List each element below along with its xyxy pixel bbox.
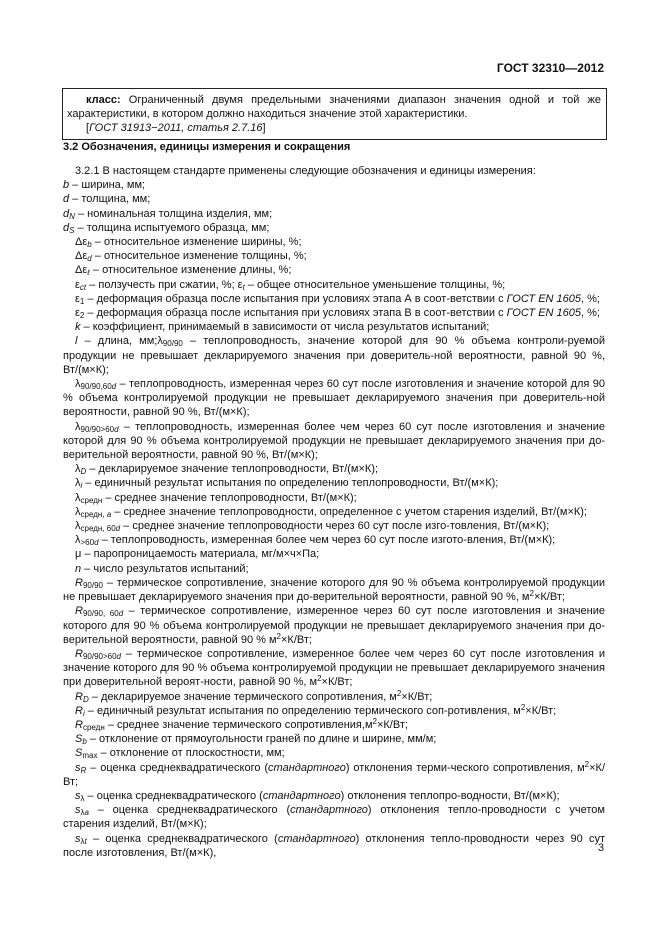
item-index: >60 (80, 538, 95, 548)
item-text: , %; (581, 307, 600, 320)
item-index: λ (80, 836, 85, 846)
symbol-items (63, 178, 605, 860)
symbol-definition-item (63, 420, 605, 463)
item-index: d (118, 609, 124, 619)
item-text: ×К/Вт; (401, 690, 433, 703)
item-index: λ (80, 793, 85, 803)
item-text: – теплопроводность, измеренная более чем через 60 сут после изгото-вления, Вт/(м×К); (98, 534, 556, 547)
item-text: Δε (75, 264, 88, 277)
item-text: ×К/Вт; (525, 704, 557, 717)
item-text: – относительное изменение длины, %; (89, 264, 292, 277)
item-index: D (80, 467, 87, 477)
symbols-list (63, 162, 605, 860)
item-symbol: R (75, 605, 83, 618)
item-index: t (242, 282, 245, 292)
item-index: d (94, 538, 99, 548)
item-symbol: R (75, 690, 83, 703)
item-text: Δε (75, 250, 88, 263)
item-index: средн, (80, 509, 107, 519)
symbol-definition-item (63, 278, 605, 292)
item-text: – ширина, мм; (69, 179, 146, 192)
item-symbol: l (75, 335, 78, 348)
item-index: 90/90, 60 (82, 609, 119, 619)
item-text: ε (75, 278, 80, 291)
item-index: 90/90 (162, 339, 183, 349)
item-index: a (106, 509, 112, 519)
item-symbol: ГОСТ EN 1605 (506, 292, 582, 305)
item-index: средн, 60 (80, 524, 116, 534)
item-text: – декларируемое значение теплопроводности, Вт/(м×К); (86, 463, 379, 476)
item-index: 1 (79, 296, 85, 306)
item-symbol: b (63, 179, 70, 192)
item-text: – оценка среднеквадратического ( (86, 832, 278, 845)
symbol-definition-item (63, 320, 605, 334)
definition-reference (67, 121, 601, 135)
item-symbol: стандартного (262, 789, 341, 802)
symbol-definition-item (63, 249, 605, 263)
item-text: – термическое сопротивление, измеренное более чем через 60 сут после изготовления и значение которого для 90 % объема контролируемой продукции не превышает декларируемого значения при доверительной вероят-ности, равной 90 %, м (63, 647, 605, 689)
symbol-definition-item (63, 377, 605, 420)
symbol-definition-item (63, 519, 605, 533)
page-number: 3 (597, 842, 604, 854)
symbol-definition-item (63, 746, 605, 760)
item-text: – единичный результат испытания по определению теплопроводности, Вт/(м×К); (82, 477, 499, 490)
item-text: λ (75, 520, 81, 533)
item-index: 2 (79, 311, 85, 321)
item-text: – оценка среднеквадратического ( (88, 804, 291, 817)
item-symbol: k (75, 321, 81, 334)
item-text: ×К/Вт; (533, 591, 565, 604)
symbol-definition-item (63, 803, 605, 831)
item-index: b (82, 737, 87, 747)
item-symbol: d (63, 221, 70, 234)
item-symbol: R (75, 576, 83, 589)
item-text: ×К/Вт; (376, 718, 408, 731)
item-text: – номинальная толщина изделия, мм; (74, 207, 273, 220)
symbol-definition-item (63, 718, 605, 732)
item-text: λ (75, 534, 81, 547)
symbol-definition-item (63, 732, 605, 746)
ref-bracket-close: ] (262, 122, 266, 134)
item-index: d (87, 254, 92, 264)
item-text: – длина, мм;λ (77, 335, 163, 348)
item-text: – среднее значение теплопроводности через 60 сут после изго-товления, Вт/(м×К); (120, 520, 550, 533)
symbol-definition-item (63, 192, 605, 206)
symbol-definition-item (63, 491, 605, 505)
symbol-definition-item (63, 221, 605, 235)
item-symbol: стандартного (290, 804, 368, 817)
definition-box (62, 88, 607, 140)
item-symbol: n (75, 562, 82, 575)
item-text: – теплопроводность, значение которой для 90 % объема контроли-руемой продукции не превышает декларируемого значения при доверитель-ной вероятности, равной 90 %, Вт/(м×К); (63, 335, 605, 376)
item-text: – коэффициент, принимаемый в зависимости от числа результатов испытаний; (80, 321, 490, 334)
item-index: a (84, 808, 89, 818)
item-text: λ (75, 378, 81, 391)
item-index: t (84, 836, 87, 846)
item-symbol: s (75, 804, 81, 817)
section-heading: 3.2 Обозначения, единицы измерения и сокращения (63, 141, 351, 153)
item-text: – среднее значение термического сопротивления,м (104, 718, 373, 731)
item-text: – термическое сопротивление, измеренное через 60 сут после изготовления и значение которого для 90 % объема контролируемой продукции не превышает декларируемого значения при до-верительной вероятности, равной 90 % м (63, 605, 605, 646)
item-text: ) отклонения терми-ческого сопротивления, м (345, 761, 585, 774)
item-text: ε (75, 307, 80, 320)
item-index: i (82, 708, 85, 718)
symbol-definition-item (63, 334, 605, 377)
item-index: 2 (529, 589, 534, 599)
item-text: ) отклонения теплопро-водности, Вт/(м×К); (340, 789, 560, 802)
symbol-definition-item (63, 476, 605, 490)
item-index: d (111, 382, 117, 392)
item-symbol: s (75, 789, 81, 802)
item-text: – оценка среднеквадратического ( (86, 761, 269, 774)
item-index: 2 (372, 716, 377, 726)
symbol-definition-item (63, 292, 605, 306)
item-text: – единичный результат испытания по определению термического соп-ротивления, м (84, 704, 521, 717)
symbol-definition-item (63, 505, 605, 519)
definition-body: Ограниченный двумя предельными значениями диапазон значения одной и той же характеристики, в котором должно находиться значение этой характеристики. (67, 94, 601, 120)
item-index: i (80, 481, 83, 491)
item-text: μ – паропроницаемость материала, мг/м×ч×Па; (75, 548, 320, 561)
symbol-definition-item (63, 207, 605, 221)
item-text: – толщина испытуемого образца, мм; (74, 221, 270, 234)
document-code-header: ГОСТ 32310—2012 (496, 61, 604, 75)
item-index: N (69, 211, 75, 221)
item-index: средн (82, 722, 105, 732)
item-index: d (116, 651, 121, 661)
item-symbol: d (63, 207, 70, 220)
item-symbol: S (75, 733, 83, 746)
item-index: d (114, 424, 119, 434)
item-text: – толщина, мм; (69, 193, 151, 206)
item-text: – деформация образца после испытания при условиях этапа В в соот-ветствии с (84, 307, 507, 320)
item-text: – декларируемое значение термического сопротивления, м (88, 690, 397, 703)
item-symbol: d (63, 193, 70, 206)
item-text: λ (75, 477, 81, 490)
item-index: 90/90>60 (82, 651, 117, 661)
item-index: 90/90>60 (80, 424, 115, 434)
item-index: 90/90 (82, 580, 103, 590)
item-index: R (80, 765, 87, 775)
item-index: D (82, 694, 89, 704)
symbol-definition-item (63, 761, 605, 789)
item-index: ℓ (87, 268, 90, 278)
item-text: – отклонение от плоскостности, мм; (97, 747, 285, 760)
item-text: – число результатов испытаний; (81, 562, 249, 575)
item-text: ) отклонения тепло-проводности с учетом старения изделий, Вт/(м×К); (63, 804, 605, 831)
item-text: λ (75, 491, 81, 504)
symbol-definition-item (63, 576, 605, 604)
item-text: – теплопроводность, измеренная более чем через 60 сут после изготовления и значение которой для 90 % объема контролируемой продукции не превышает декларируемого значения при до-верительной вероятности, равной 90 %, Вт/(м×К); (63, 420, 605, 462)
item-symbol: стандартного (277, 832, 356, 845)
item-symbol: s (75, 832, 81, 845)
item-text: – общее относительное уменьшение толщины, %; (244, 278, 506, 291)
definition-term: класс: (86, 94, 121, 106)
item-text: – отклонение от прямоугольности граней по длине и ширине, мм/м; (86, 733, 437, 746)
item-text: ) отклонения тепло-проводности через 90 сут после изготовления, Вт/(м×К), (63, 832, 605, 859)
item-symbol: стандартного (268, 761, 346, 774)
symbol-definition-item (63, 533, 605, 547)
symbol-definition-item (63, 647, 605, 690)
item-symbol: S (75, 747, 83, 760)
item-index: 2 (276, 631, 281, 641)
item-text: ×К/Вт; (321, 676, 353, 689)
item-text: – относительное изменение толщины, %; (91, 250, 307, 263)
reference-citation: ГОСТ 31913−2011, статья 2.7.16 (89, 122, 263, 134)
ref-bracket-open: [ (86, 122, 90, 134)
item-symbol: s (75, 761, 81, 774)
item-text: – ползучесть при сжатии, %; ε (86, 278, 243, 291)
item-text: – среднее значение теплопроводности, Вт/(м×К); (102, 491, 357, 504)
symbol-definition-item (63, 562, 605, 576)
item-text: – термическое сопротивление, значение которого для 90 % объема контролируемой продукции не превышает декларируемого значения при до-верительной вероятности, равной 90 %, м (63, 576, 605, 604)
item-index: d (115, 524, 121, 534)
item-text: – теплопроводность, измеренная через 60 сут после изготовления и значение которой для 90 % объема контролируемой продукции не превышает декларируемого значения при доверитель-ной вероятности, равной 90 %, Вт/(м×К); (63, 378, 605, 419)
section-intro: 3.2.1 В настоящем стандарте применены следующие обозначения и единицы измерения: (75, 165, 536, 177)
item-text: ×К/Вт; (280, 633, 312, 646)
symbol-definition-item (63, 789, 605, 803)
symbol-definition-item (63, 178, 605, 192)
item-text: Δε (75, 236, 88, 249)
item-symbol: R (75, 704, 83, 717)
item-text: ε (75, 292, 80, 305)
symbol-definition-item (63, 547, 605, 561)
item-index: λ (80, 808, 85, 818)
item-symbol: R (75, 647, 83, 660)
symbol-definition-item (63, 263, 605, 277)
item-text: – деформация образца после испытания при условиях этапа А в соот-ветствии с (84, 292, 507, 305)
item-text: λ (75, 505, 81, 518)
item-symbol: R (75, 718, 83, 731)
symbol-definition-item (63, 235, 605, 249)
item-index: 90/90,60 (80, 382, 112, 392)
item-text: – среднее значение теплопроводности, определенное с учетом старения изделий, Вт/(м×К); (111, 505, 587, 518)
item-index: max (82, 751, 98, 761)
definition-text (67, 93, 601, 121)
item-text: , %; (581, 292, 600, 305)
symbol-definition-item (63, 704, 605, 718)
item-index: средн (80, 495, 103, 505)
item-index: b (87, 240, 92, 250)
item-index: S (69, 225, 75, 235)
symbol-definition-item (63, 832, 605, 860)
item-text: λ (75, 420, 81, 433)
item-index: 2 (396, 688, 402, 698)
item-text: λ (75, 463, 81, 476)
symbol-definition-item (63, 690, 605, 704)
item-text: – оценка среднеквадратического ( (84, 789, 263, 802)
symbol-definition-item (63, 306, 605, 320)
item-text: ×К/Вт; (63, 761, 605, 788)
item-index: 2 (520, 702, 526, 712)
symbol-definition-item (63, 604, 605, 647)
item-index: ct (79, 282, 87, 292)
item-index: 2 (584, 759, 590, 769)
item-text: – относительное изменение ширины, %; (91, 236, 302, 249)
item-index: 2 (317, 674, 322, 684)
symbol-definition-item (63, 462, 605, 476)
item-symbol: ГОСТ EN 1605 (506, 307, 582, 320)
